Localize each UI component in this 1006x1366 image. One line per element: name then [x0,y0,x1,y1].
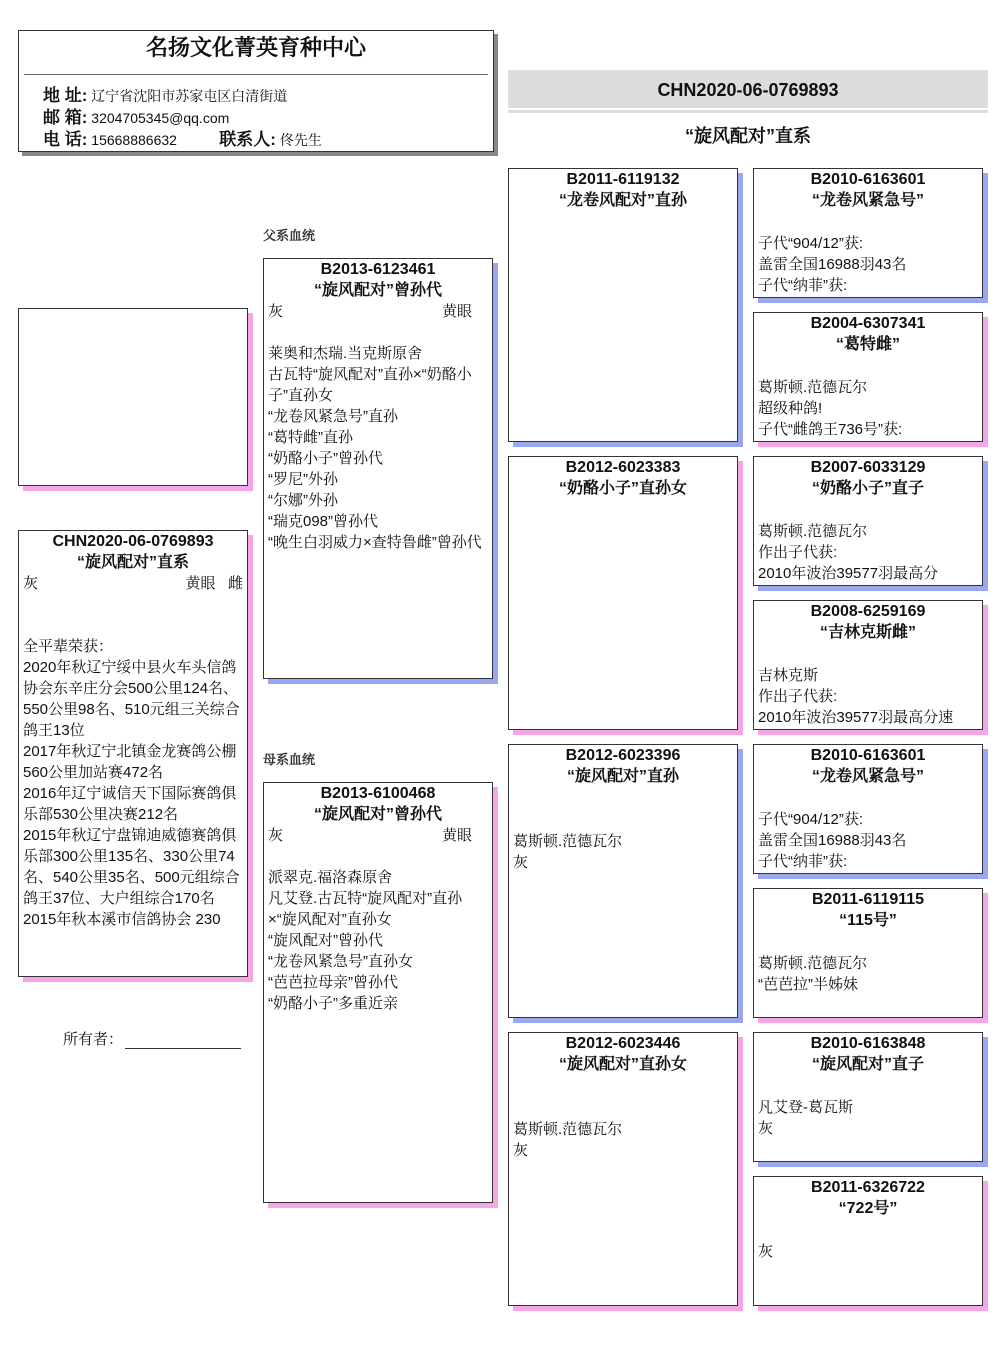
ancestor-card [753,168,983,298]
detail-line: “奶酪小子”曾孙代 [268,450,383,467]
detail-line: “龙卷风紧急号”直孙 [268,408,398,425]
detail-line: 2016年辽宁诚信天下国际赛鸽俱乐部530公里决赛212名 [23,785,237,823]
detail-line: 凡艾登-葛瓦斯 [758,1099,853,1116]
detail-line: 2017年秋辽宁北镇金龙赛鸽公棚560公里加站赛472名 [23,743,237,781]
detail-line: 2010年波治39577羽最高分 [758,565,939,582]
detail-line: 葛斯顿.范德瓦尔 [513,833,623,850]
subject-sex: 雌 [227,575,243,592]
detail-line: 2020年秋辽宁绥中县火车头信鸽协会东辛庄分会500公里124名、550公里98名、510元组三关综合鸽王13位 [23,659,240,739]
detail-line: “旋风配对”曾孙代 [268,932,383,949]
ancestor-card [753,600,983,730]
ancestor-card [508,744,738,1018]
detail-line: 全平辈荣获： [23,638,114,655]
breeder-name: 名扬文化菁英育种中心 [145,35,366,60]
divider [24,74,488,75]
ancestor-card [753,1032,983,1162]
breeder-header [18,30,494,152]
detail-line: “芭芭拉母亲”曾孙代 [268,974,398,991]
subject-eye: 黄眼 [185,575,216,592]
ancestor-name: “龙卷风配对”直孙 [558,192,687,209]
ancestor-ring: B2012-6023396 [565,747,681,764]
contact: 佟先生 [279,132,322,148]
ancestor-ring: B2012-6023446 [565,1035,681,1052]
pedigree-ring-bar: CHN2020-06-0769893 [508,70,988,110]
sire-name: “旋风配对”曾孙代 [313,282,442,299]
ancestor-card [753,1176,983,1306]
detail-line: “龙卷风紧急号”直孙女 [268,953,413,970]
address-label: 地 址: [43,86,88,105]
email: 3204705345@qq.com [91,110,230,126]
ancestor-name: “龙卷风紧急号” [811,768,924,785]
detail-line: “晚生白羽威力×查特鲁雌”曾孙代 [268,534,482,551]
detail-line: 葛斯顿.范德瓦尔 [758,379,868,396]
detail-line: 子代“纳菲”获: [758,853,848,870]
ancestor-ring: B2010-6163848 [810,1035,926,1052]
detail-line: 子代“纳菲”获: [758,277,848,294]
detail-line: 子代“904/12”获: [758,235,864,252]
ancestor-name: “奶酪小子”直孙女 [558,480,687,497]
subject-name: “旋风配对”直系 [76,554,189,571]
ancestor-card [753,744,983,874]
subject-card [18,530,248,977]
detail-line: 子代“904/12”获: [758,811,864,828]
detail-line: 盖雷全国16988羽43名 [758,256,907,273]
dam-label: 母系血统 [263,752,316,767]
email-label: 邮 箱: [43,108,88,127]
dam-card [263,782,493,1203]
ancestor-name: “吉林克斯雌” [819,624,916,641]
ancestor-ring: B2010-6163601 [810,747,926,764]
ancestor-ring: B2008-6259169 [810,603,926,620]
ancestor-card [508,456,738,730]
ancestor-card [753,312,983,442]
ancestor-ring: B2007-6033129 [810,459,926,476]
photo-box [18,308,248,486]
phone-label: 电 话: [43,130,88,149]
ancestor-name: “葛特雌” [835,336,900,353]
ancestor-name: “奶酪小子”直子 [811,480,924,497]
subject-color: 灰 [23,575,39,592]
detail-line: 凡艾登.古瓦特“旋风配对”直孙×“旋风配对”直孙女 [268,890,463,928]
detail-line: 灰 [758,1243,774,1260]
detail-line: 2015年秋本溪市信鸽协会 230 [23,911,221,928]
ancestor-name: “旋风配对”直子 [811,1056,924,1073]
dam-name: “旋风配对”曾孙代 [313,806,442,823]
ancestor-ring: B2004-6307341 [810,315,926,332]
detail-line: 古瓦特“旋风配对”直孙×“奶酪小子”直孙女 [268,366,472,404]
sire-ring: B2013-6123461 [320,261,436,278]
ancestor-ring: B2010-6163601 [810,171,926,188]
ancestor-card [753,456,983,586]
detail-line: “芭芭拉”半姊妹 [758,976,858,993]
ancestor-ring: B2012-6023383 [565,459,681,476]
subject-ring: CHN2020-06-0769893 [52,533,214,550]
detail-line: “罗尼”外孙 [268,471,338,488]
detail-line: “尔娜”外孙 [268,492,338,509]
sire-card [263,258,493,679]
ancestor-ring: B2011-6119132 [566,171,680,188]
detail-line: 吉林克斯 [758,667,819,684]
contact-info [43,85,322,151]
detail-line: 派翠克.福洛森原舍 [268,869,393,886]
detail-line: 葛斯顿.范德瓦尔 [758,523,868,540]
detail-line: 灰 [758,1120,774,1137]
detail-line: “葛特雌”直孙 [268,429,353,446]
sire-label: 父系血统 [263,228,316,243]
ancestor-card [508,168,738,442]
ancestor-card [753,888,983,1018]
phone: 15668886632 [91,132,177,148]
contact-label: 联系人: [219,130,276,149]
ancestor-ring: B2011-6326722 [811,1179,925,1196]
detail-line: 葛斯顿.范德瓦尔 [513,1121,623,1138]
ancestor-name: “722号” [838,1200,898,1217]
dam-color: 灰 [268,827,284,844]
ancestor-name: “旋风配对”直孙 [566,768,679,785]
dam-ring: B2013-6100468 [320,785,436,802]
owner-label: 所有者： [63,1031,124,1048]
ancestor-name: “龙卷风紧急号” [811,192,924,209]
detail-line: 灰 [513,854,529,871]
detail-line: 超级种鸽! [758,400,823,417]
detail-line: “瑞克098”曾孙代 [268,513,379,530]
detail-line: 莱奥和杰瑞.当克斯原舍 [268,345,423,362]
owner-field[interactable] [63,1028,241,1049]
detail-line: 2010年波治39577羽最高分速 [758,709,954,726]
ancestor-card [508,1032,738,1306]
detail-line: 子代“雌鸽王736号”获: [758,421,903,438]
detail-line: 灰 [513,1142,529,1159]
ancestor-name: “旋风配对”直孙女 [558,1056,687,1073]
detail-line: 葛斯顿.范德瓦尔 [758,955,868,972]
sire-color: 灰 [268,303,284,320]
address: 辽宁省沈阳市苏家屯区白清街道 [91,88,288,104]
ancestor-name: “115号” [839,912,897,929]
detail-line: 盖雷全国16988羽43名 [758,832,907,849]
ancestor-ring: B2011-6119115 [811,891,925,908]
detail-line: 作出子代获: [758,544,838,561]
dam-eye: 黄眼 [441,827,472,844]
detail-line: “奶酪小子”多重近亲 [268,995,398,1012]
detail-line: 2015年秋辽宁盘锦迪威德赛鸽俱乐部300公里135名、330公里74名、540公里35名、500元组综合鸽王37位、大户组综合170名 [23,827,240,907]
detail-line: 作出子代获: [758,688,838,705]
sire-eye: 黄眼 [441,303,472,320]
pedigree-title: “旋风配对”直系 [685,126,811,146]
